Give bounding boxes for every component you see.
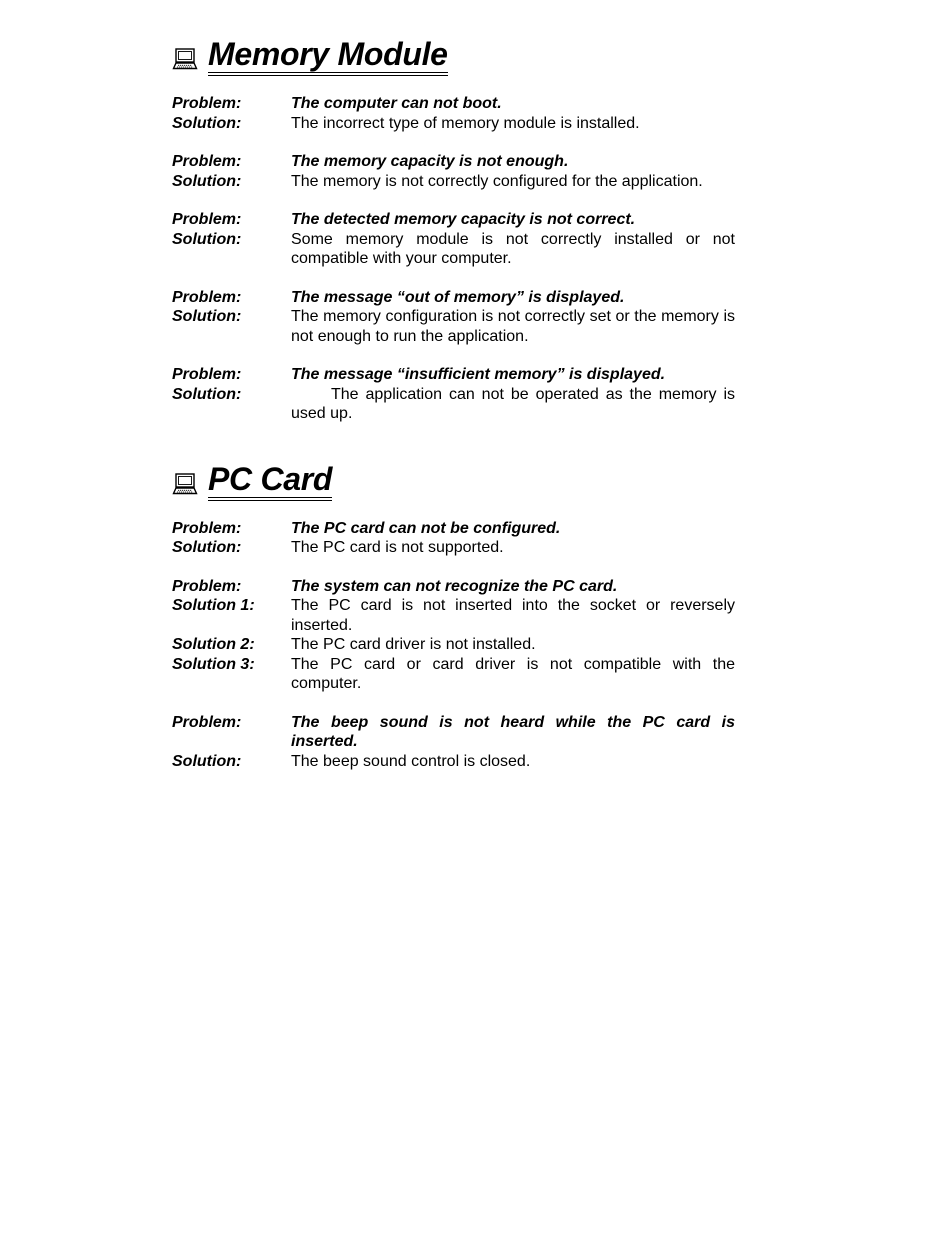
troubleshooting-page — [172, 36, 735, 790]
solution-text: The incorrect type of memory module is installed. — [291, 114, 640, 132]
problem-text: The message “insufficient memory” is displayed. — [291, 366, 666, 383]
problem-label: Problem: — [172, 153, 242, 170]
problem-label: Problem: — [172, 366, 242, 383]
faq-entry — [172, 94, 735, 133]
problem-row — [172, 365, 735, 385]
laptop-icon — [172, 48, 198, 70]
solution-label: Solution: — [172, 230, 242, 248]
problem-label: Problem: — [172, 577, 242, 595]
section-pc-card — [172, 461, 735, 772]
solution-row — [172, 385, 735, 424]
problem-label: Problem: — [172, 95, 242, 112]
problem-row — [172, 288, 735, 308]
solution-text: The PC card is not supported. — [291, 539, 504, 556]
problem-text: The PC card can not be configured. — [291, 519, 561, 537]
faq-entry — [172, 152, 735, 191]
solution-text: The PC card or card driver is not compatible with the computer. — [291, 655, 735, 692]
faq-entry — [172, 713, 735, 772]
section-title: Memory Module — [208, 36, 448, 76]
section-heading — [172, 36, 735, 76]
problem-text: The detected memory capacity is not correct. — [291, 211, 636, 228]
faq-entry — [172, 365, 735, 424]
problem-row — [172, 713, 735, 752]
problem-text: The beep sound is not heard while the PC card is inserted. — [291, 713, 735, 750]
problem-row — [172, 577, 735, 597]
solution-text: The application can not be operated as the memory is used up. — [291, 385, 735, 422]
solution-label: Solution: — [172, 114, 242, 132]
section-memory-module — [172, 36, 735, 424]
problem-label: Problem: — [172, 288, 242, 306]
solution-text: Some memory module is not correctly installed or not compatible with your computer. — [291, 230, 735, 267]
solution-row — [172, 655, 735, 694]
faq-entry — [172, 210, 735, 269]
faq-entry — [172, 577, 735, 694]
solution-label: Solution 1: — [172, 597, 255, 614]
section-title: PC Card — [208, 461, 332, 501]
solution-label: Solution: — [172, 752, 242, 770]
solution-text: The beep sound control is closed. — [291, 752, 531, 770]
solution-label: Solution 2: — [172, 636, 255, 653]
solution-row — [172, 172, 735, 192]
solution-label: Solution: — [172, 308, 242, 325]
laptop-icon — [172, 473, 198, 495]
problem-row — [172, 210, 735, 230]
problem-row — [172, 94, 735, 114]
solution-row — [172, 635, 735, 655]
section-heading — [172, 461, 735, 501]
solution-label: Solution: — [172, 539, 242, 556]
problem-text: The system can not recognize the PC card. — [291, 577, 618, 595]
faq-entry — [172, 288, 735, 347]
solution-label: Solution 3: — [172, 655, 255, 673]
solution-row — [172, 538, 735, 558]
solution-row — [172, 752, 735, 772]
problem-text: The message “out of memory” is displayed. — [291, 288, 625, 306]
problem-label: Problem: — [172, 713, 242, 731]
solution-row — [172, 596, 735, 635]
problem-text: The computer can not boot. — [291, 95, 502, 112]
solution-row — [172, 230, 735, 269]
problem-label: Problem: — [172, 519, 242, 537]
faq-entry — [172, 519, 735, 558]
solution-row — [172, 114, 735, 134]
solution-text: The memory is not correctly configured for the application. — [291, 172, 703, 190]
problem-row — [172, 152, 735, 172]
solution-label: Solution: — [172, 172, 242, 190]
solution-text: The memory configuration is not correctly set or the memory is not enough to run the application. — [291, 308, 735, 345]
problem-label: Problem: — [172, 211, 242, 228]
solution-row — [172, 307, 735, 346]
solution-text: The PC card driver is not installed. — [291, 636, 536, 653]
problem-row — [172, 519, 735, 539]
solution-label: Solution: — [172, 385, 242, 403]
solution-text: The PC card is not inserted into the socket or reversely inserted. — [291, 597, 735, 634]
section-spacer — [172, 443, 735, 461]
problem-text: The memory capacity is not enough. — [291, 153, 569, 170]
